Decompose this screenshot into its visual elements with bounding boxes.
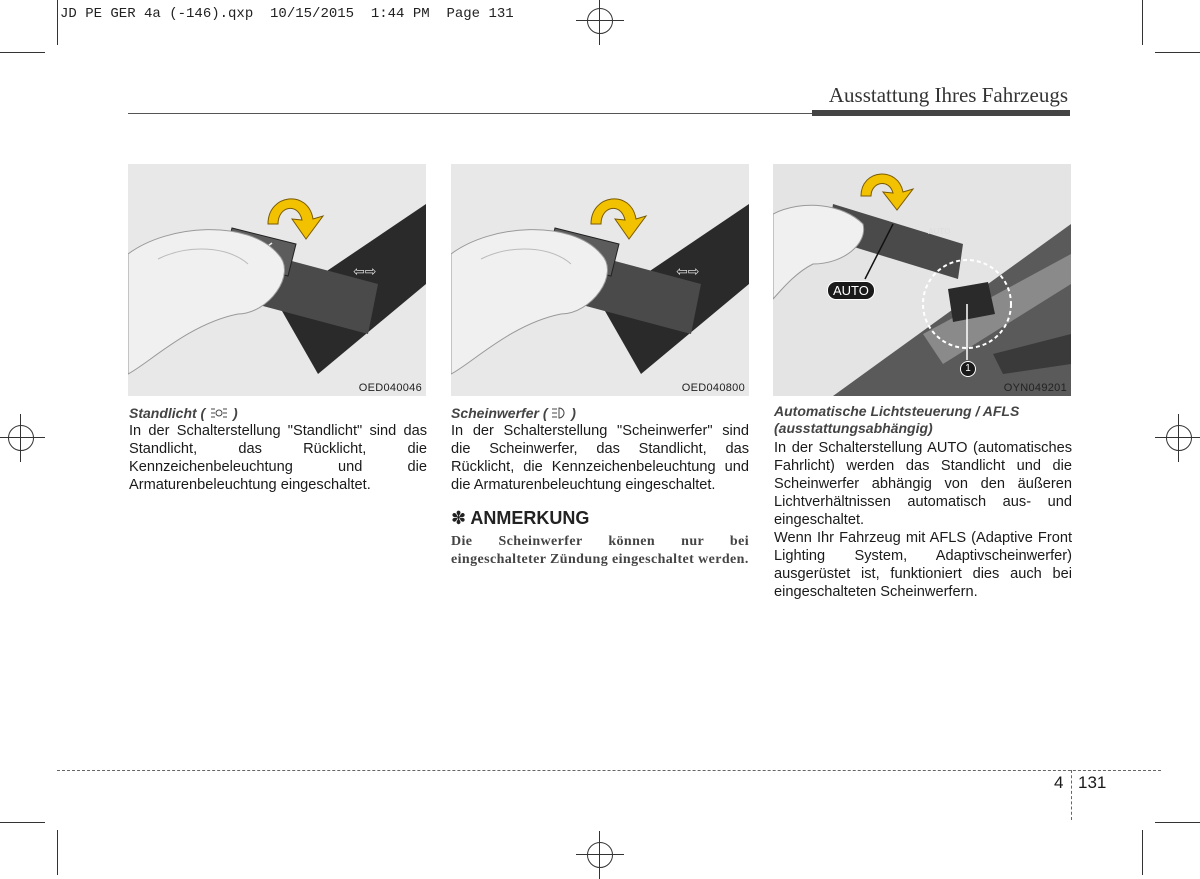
light-switch-illustration [451, 164, 749, 396]
callout-number-1: 1 [960, 361, 976, 377]
section-heading [129, 405, 427, 422]
crop-mark [0, 52, 45, 53]
body-text: In der Schalterstellung "Scheinwerfer" sind die Scheinwerfer, das Standlicht, das Rücklicht, die Kennzeichenbeleuchtung und die Armaturenbeleuchtung eingeschaltet. [451, 423, 749, 493]
svg-text:⇦⇨: ⇦⇨ [676, 264, 700, 280]
print-slug: JD PE GER 4a (-146).qxp 10/15/2015 1:44 PM Page 131 [60, 6, 514, 22]
parking-light-icon [209, 407, 229, 419]
page-number: 131 [1078, 773, 1107, 792]
section-heading: Automatische Lichtsteuerung / AFLS (ausstattungsabhängig) [774, 403, 1020, 436]
crop-mark [1155, 52, 1200, 53]
heading-close: ) [233, 405, 238, 421]
body-text: Wenn Ihr Fahrzeug mit AFLS (Adaptive Front Lighting System, Adaptivscheinwerfer) ausgerüstet ist, funktioniert dies auch bei eingeschalteten Scheinwerfern. [774, 530, 1072, 600]
column-standlicht [129, 405, 427, 494]
crop-mark [1142, 0, 1143, 45]
figure-code: OYN049201 [1003, 382, 1067, 394]
registration-mark-left [8, 425, 34, 451]
header-rule [128, 113, 814, 114]
registration-mark-bottom [587, 842, 613, 868]
body-text: In der Schalterstellung "Standlicht" sind das Standlicht, das Rücklicht, die Kennzeichenbeleuchtung und die Armaturenbeleuchtung eingeschaltet. [129, 423, 427, 493]
auto-callout-badge: AUTO [827, 281, 875, 300]
page-number-separator [1071, 770, 1072, 820]
heading-text: Standlicht ( [129, 405, 206, 421]
heading-close: ) [571, 405, 576, 421]
header-rule-thick [812, 110, 1070, 116]
footer-rule [57, 770, 1161, 771]
figure-code: OED040800 [681, 382, 745, 394]
crop-mark [1155, 822, 1200, 823]
body-text: In der Schalterstellung AUTO (automatisches Fahrlicht) werden das Standlicht und die Scheinwerfer abhängig von den äußeren Lichtverhältnissen automatisch aus- und eingeschaltet. [774, 440, 1072, 528]
registration-mark-top [587, 8, 613, 34]
crop-mark [1142, 830, 1143, 875]
crop-mark [57, 0, 58, 45]
svg-text:⇦⇨: ⇦⇨ [353, 264, 377, 280]
section-heading [451, 405, 749, 422]
running-head: Ausstattung Ihres Fahrzeugs [828, 83, 1068, 107]
rotate-arrow-icon [591, 199, 646, 239]
crop-mark [0, 822, 45, 823]
chapter-number: 4 [1054, 773, 1064, 792]
column-scheinwerfer [451, 405, 749, 569]
headlight-icon [551, 407, 567, 419]
registration-mark-right [1166, 425, 1192, 451]
auto-light-illustration [773, 164, 1071, 396]
light-switch-illustration [128, 164, 426, 396]
svg-text:AUTO: AUTO [928, 227, 951, 236]
figure-standlicht [128, 164, 426, 396]
rotate-arrow-icon [268, 199, 323, 239]
note-body: Die Scheinwerfer können nur bei eingeschalteter Zündung eingeschaltet werden. [451, 534, 749, 567]
crop-mark [57, 830, 58, 875]
figure-scheinwerfer [451, 164, 749, 396]
figure-auto [773, 164, 1071, 396]
heading-text: Scheinwerfer ( [451, 405, 548, 421]
figure-code: OED040046 [358, 382, 422, 394]
column-auto [774, 403, 1072, 601]
note-title: ✽ ANMERKUNG [451, 508, 590, 528]
